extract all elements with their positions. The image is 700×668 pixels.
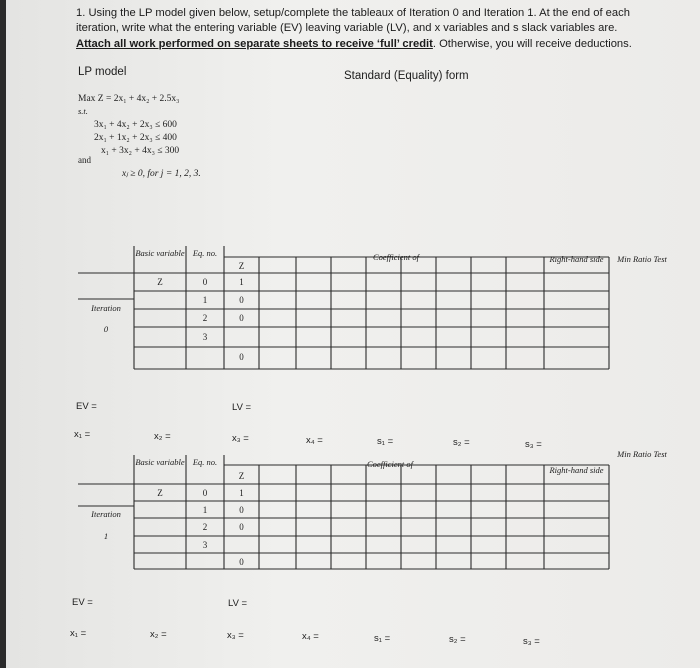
r1-x3: x₃ = [232,433,249,444]
t2-row-1-eq: 1 [202,505,208,515]
r2-x2: x₂ = [150,629,167,640]
lp-model-label: LP model [78,66,127,78]
t1-eq-no-header: Eq. no. [192,248,218,258]
t2-row-0-eq: 0 [202,488,208,498]
t1-z-header: Z [238,261,245,271]
t2-row-1-z: 0 [239,505,244,515]
t1-row-3-eq: 3 [202,332,208,342]
t2-row-2-z: 0 [239,522,244,532]
t2-eq-no-header: Eq. no. [192,457,218,467]
t2-rhs-header: Right-hand side [549,465,604,475]
t2-iteration-value: 1 [103,531,109,541]
r2-leaving-variable: LV = [228,598,248,609]
tableau-grid-lines [6,0,700,668]
t1-row-0-basic: Z [157,277,163,287]
t1-row-1-eq: 1 [202,295,208,305]
t2-row-0-z: 1 [239,488,244,498]
r1-x4: x₄ = [306,435,323,446]
nonnegativity-constraint: xⱼ ≥ 0, for j = 1, 2, 3. [122,169,201,179]
constraint-1: 3x₁ + 4x₂ + 2x₃ ≤ 600 [94,120,177,130]
t1-iteration-label: Iteration [91,303,121,313]
r2-entering-variable: EV = [72,597,93,608]
t1-row-0-eq: 0 [202,277,208,287]
t1-row-0-z: 1 [239,277,244,287]
t1-basic-variable-header: Basic variable [135,248,185,258]
t1-row-2-eq: 2 [202,313,208,323]
r2-x1: x₁ = [70,628,87,639]
t2-row-3-z: 0 [239,557,244,567]
t2-iteration-label: Iteration [91,509,121,519]
r1-s1: s₁ = [377,436,394,447]
r1-s2: s₂ = [453,437,470,448]
t1-row-1-z: 0 [239,295,244,305]
instruction-emphasis: Attach all work performed on separate sheets to receive ‘full’ credit [76,38,433,50]
constraint-3: x₁ + 3x₂ + 4x₃ ≤ 300 [101,146,180,156]
subject-to-label: s.t. [78,106,88,116]
instruction-line-2: iteration, write what the entering variable (EV) leaving variable (LV), and x variables and s slack variables are. [76,22,618,34]
r1-entering-variable: EV = [76,401,97,412]
t1-iteration-value: 0 [103,324,109,334]
r1-s3: s₃ = [525,439,542,450]
r1-x2: x₂ = [154,431,171,442]
r1-leaving-variable: LV = [232,402,252,413]
standard-form-label: Standard (Equality) form [344,70,469,82]
t2-row-2-eq: 2 [202,522,208,532]
r2-x4: x₄ = [302,631,319,642]
t2-z-header: Z [238,471,245,481]
t2-row-0-basic: Z [157,488,163,498]
constraint-2: 2x₁ + 1x₂ + 2x₃ ≤ 400 [94,133,177,143]
and-label: and [78,155,91,165]
t1-row-2-z: 0 [239,313,244,323]
r1-x1: x₁ = [74,429,91,440]
r2-s3: s₃ = [523,636,540,647]
t2-basic-variable-header: Basic variable [135,457,185,467]
objective-function: Max Z = 2x₁ + 4x₂ + 2.5x₃ [78,94,180,104]
t2-coefficient-header: Coefficient of [366,459,414,469]
worksheet-page [6,0,700,668]
instruction-line-3-rest: . Otherwise, you will receive deductions. [432,38,632,50]
r2-s2: s₂ = [449,634,466,645]
r2-x3: x₃ = [227,630,244,641]
t1-coefficient-header: Coefficient of [372,252,420,262]
r2-s1: s₁ = [374,633,391,644]
t1-min-ratio-header: Min Ratio Test [617,254,667,264]
t2-row-3-eq: 3 [202,540,208,550]
t2-min-ratio-header: Min Ratio Test [617,449,667,459]
t1-rhs-header: Right-hand side [549,254,604,264]
t1-row-3-z: 0 [239,352,244,362]
instruction-line-1: 1. Using the LP model given below, setup/complete the tableaux of Iteration 0 and Iteration 1. At the end of each [76,7,630,19]
